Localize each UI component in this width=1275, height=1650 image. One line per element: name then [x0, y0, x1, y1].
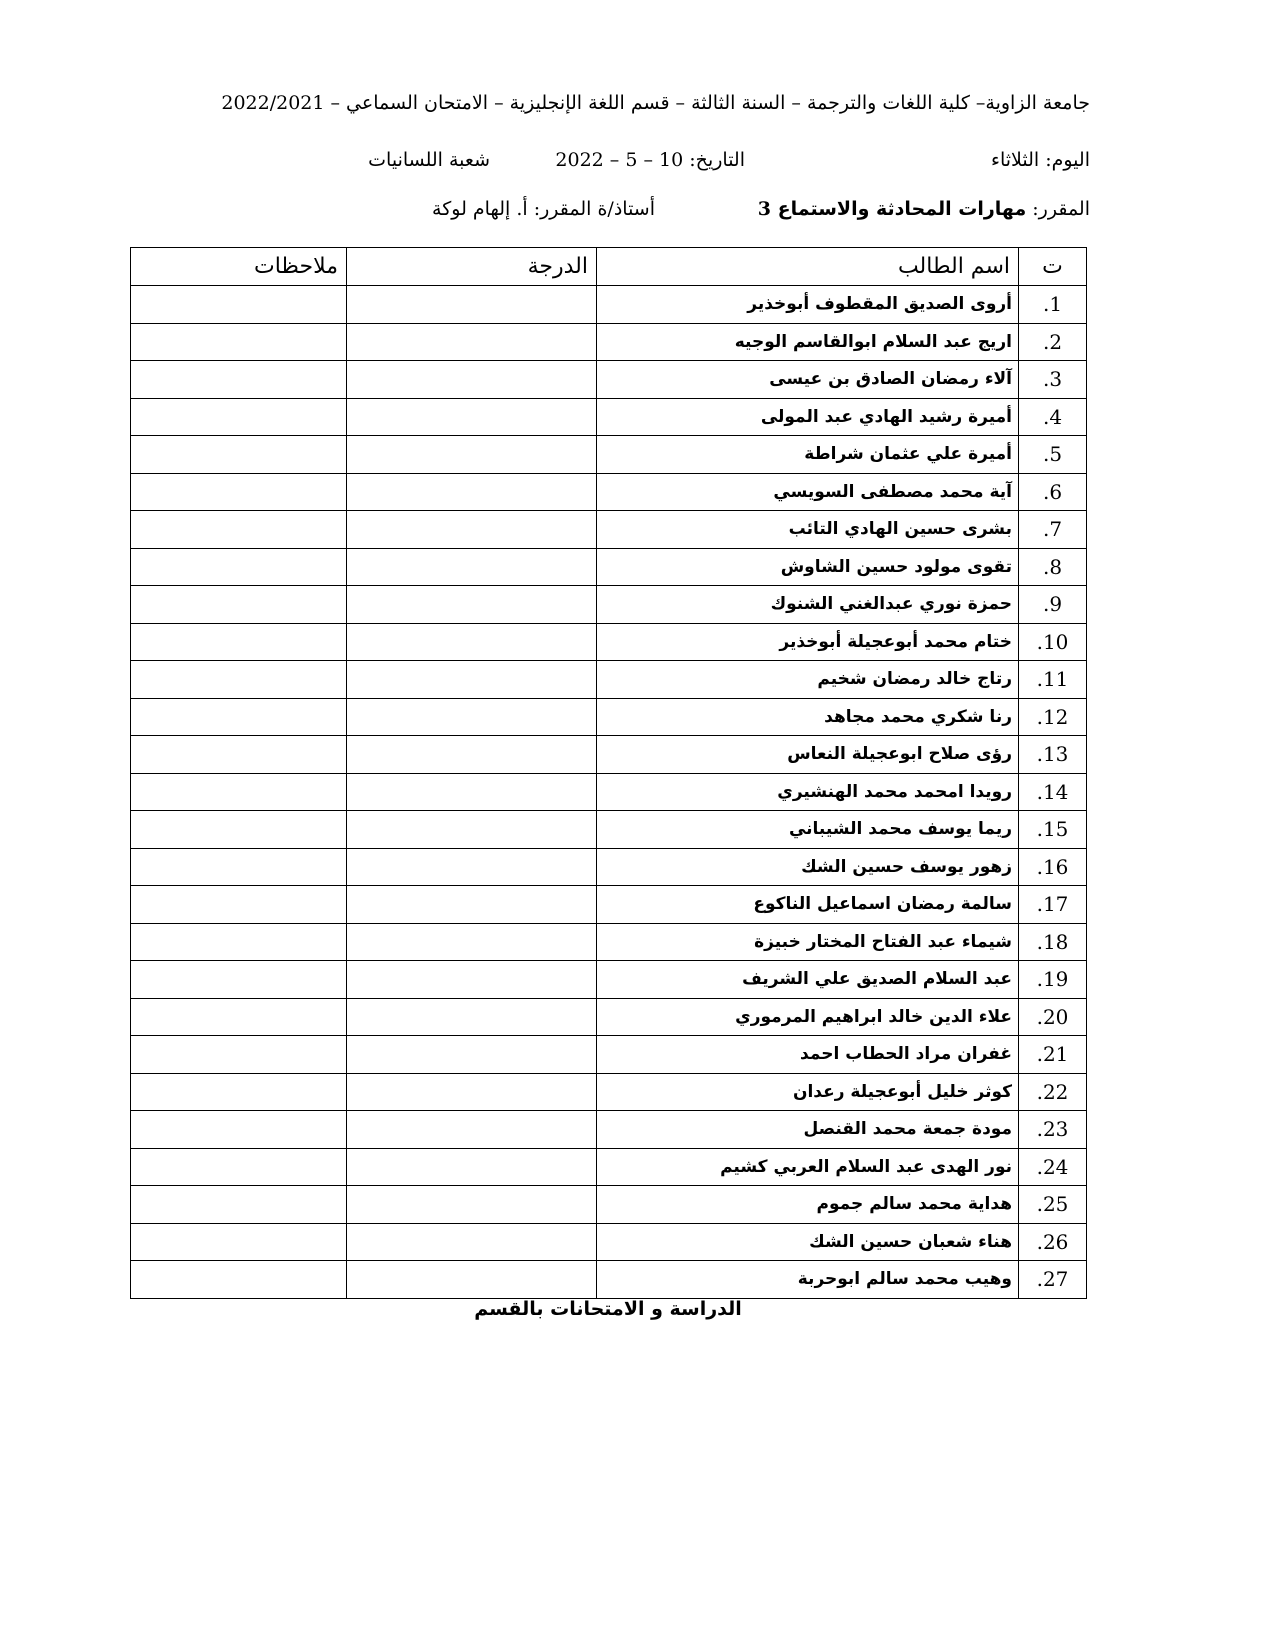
row-index-cell: 2. [1019, 323, 1087, 361]
row-index-cell: 26. [1019, 1223, 1087, 1261]
table-row [131, 1036, 1087, 1074]
notes-cell [131, 511, 347, 549]
row-index-cell: 12. [1019, 698, 1087, 736]
instructor-label: أستاذ/ة المقرر: أ. إلهام لوكة [432, 198, 655, 220]
column-header-notes: ملاحظات [131, 248, 347, 286]
student-name-cell: آية محمد مصطفى السويسي [597, 473, 1019, 511]
student-name-cell: رنا شكري محمد مجاهد [597, 698, 1019, 736]
notes-cell [131, 1073, 347, 1111]
table-row [131, 473, 1087, 511]
grade-cell [347, 473, 597, 511]
student-name-cell: بشرى حسين الهادي التائب [597, 511, 1019, 549]
student-name-cell: هناء شعبان حسين الشك [597, 1223, 1019, 1261]
row-index-cell: 27. [1019, 1261, 1087, 1299]
student-name-cell: أميرة علي عثمان شراطة [597, 436, 1019, 474]
table-row [131, 1073, 1087, 1111]
student-name-cell: أميرة رشيد الهادي عبد المولى [597, 398, 1019, 436]
table-row [131, 698, 1087, 736]
notes-cell [131, 361, 347, 399]
course-prefix: المقرر: [1026, 198, 1090, 220]
row-index-cell: 10. [1019, 623, 1087, 661]
row-index-cell: 21. [1019, 1036, 1087, 1074]
document-title: جامعة الزاوية– كلية اللغات والترجمة – السنة الثالثة – قسم اللغة الإنجليزية – الامتحان السماعي – 2022/2021 [221, 92, 1090, 114]
table-row [131, 361, 1087, 399]
student-name-cell: غفران مراد الحطاب احمد [597, 1036, 1019, 1074]
notes-cell [131, 1148, 347, 1186]
notes-cell [131, 473, 347, 511]
grade-cell [347, 661, 597, 699]
notes-cell [131, 961, 347, 999]
grade-cell [347, 1036, 597, 1074]
grade-cell [347, 1073, 597, 1111]
grade-cell [347, 811, 597, 849]
notes-cell [131, 436, 347, 474]
table-row [131, 1148, 1087, 1186]
notes-cell [131, 661, 347, 699]
table-row [131, 961, 1087, 999]
column-header-student-name: اسم الطالب [597, 248, 1019, 286]
notes-cell [131, 886, 347, 924]
notes-cell [131, 698, 347, 736]
row-index-cell: 15. [1019, 811, 1087, 849]
row-index-cell: 13. [1019, 736, 1087, 774]
student-name-cell: حمزة نوري عبدالغني الشنوك [597, 586, 1019, 624]
grade-cell [347, 1148, 597, 1186]
row-index-cell: 5. [1019, 436, 1087, 474]
grade-cell [347, 361, 597, 399]
grade-cell [347, 698, 597, 736]
row-index-cell: 3. [1019, 361, 1087, 399]
student-name-cell: أروى الصديق المقطوف أبوخذير [597, 286, 1019, 324]
notes-cell [131, 1111, 347, 1149]
student-name-cell: تقوى مولود حسين الشاوش [597, 548, 1019, 586]
grade-cell [347, 736, 597, 774]
table-row [131, 886, 1087, 924]
table-row [131, 1111, 1087, 1149]
table-row [131, 736, 1087, 774]
grade-cell [347, 1261, 597, 1299]
row-index-cell: 6. [1019, 473, 1087, 511]
grade-cell [347, 1111, 597, 1149]
table-row [131, 923, 1087, 961]
course-name: مهارات المحادثة والاستماع 3 [757, 198, 1027, 220]
student-name-cell: ريما يوسف محمد الشيباني [597, 811, 1019, 849]
student-name-cell: مودة جمعة محمد القنصل [597, 1111, 1019, 1149]
table-row [131, 848, 1087, 886]
notes-cell [131, 548, 347, 586]
student-name-cell: شيماء عبد الفتاح المختار خبيزة [597, 923, 1019, 961]
row-index-cell: 19. [1019, 961, 1087, 999]
student-name-cell: زهور يوسف حسين الشك [597, 848, 1019, 886]
date-label: التاريخ: 10 – 5 – 2022 [555, 149, 745, 171]
grade-cell [347, 323, 597, 361]
grade-cell [347, 923, 597, 961]
student-name-cell: علاء الدين خالد ابراهيم المرموري [597, 998, 1019, 1036]
notes-cell [131, 623, 347, 661]
column-header-index: ت [1019, 248, 1087, 286]
student-name-cell: كوثر خليل أبوعجيلة رعدان [597, 1073, 1019, 1111]
notes-cell [131, 736, 347, 774]
notes-cell [131, 323, 347, 361]
grade-cell [347, 773, 597, 811]
notes-cell [131, 1036, 347, 1074]
row-index-cell: 7. [1019, 511, 1087, 549]
student-name-cell: آلاء رمضان الصادق بن عيسى [597, 361, 1019, 399]
grade-cell [347, 436, 597, 474]
row-index-cell: 4. [1019, 398, 1087, 436]
row-index-cell: 17. [1019, 886, 1087, 924]
section-label: شعبة اللسانيات [368, 149, 490, 171]
grade-cell [347, 286, 597, 324]
student-name-cell: نور الهدى عبد السلام العربي كشيم [597, 1148, 1019, 1186]
student-name-cell: هداية محمد سالم جموم [597, 1186, 1019, 1224]
table-row [131, 623, 1087, 661]
row-index-cell: 1. [1019, 286, 1087, 324]
grade-cell [347, 1186, 597, 1224]
table-row [131, 323, 1087, 361]
table-row [131, 586, 1087, 624]
grade-cell [347, 398, 597, 436]
row-index-cell: 8. [1019, 548, 1087, 586]
row-index-cell: 25. [1019, 1186, 1087, 1224]
notes-cell [131, 998, 347, 1036]
notes-cell [131, 773, 347, 811]
footer-note: الدراسة و الامتحانات بالقسم [474, 1298, 742, 1320]
table-row [131, 511, 1087, 549]
student-name-cell: سالمة رمضان اسماعيل الناكوع [597, 886, 1019, 924]
table-row [131, 436, 1087, 474]
table-row [131, 1186, 1087, 1224]
notes-cell [131, 811, 347, 849]
row-index-cell: 23. [1019, 1111, 1087, 1149]
table-row [131, 548, 1087, 586]
grade-cell [347, 998, 597, 1036]
table-row [131, 773, 1087, 811]
notes-cell [131, 586, 347, 624]
day-label: اليوم: الثلاثاء [991, 149, 1090, 171]
row-index-cell: 18. [1019, 923, 1087, 961]
course-label [758, 198, 1090, 220]
row-index-cell: 14. [1019, 773, 1087, 811]
row-index-cell: 20. [1019, 998, 1087, 1036]
student-name-cell: عبد السلام الصديق علي الشريف [597, 961, 1019, 999]
notes-cell [131, 923, 347, 961]
table-row [131, 286, 1087, 324]
student-name-cell: رويدا امحمد محمد الهنشيري [597, 773, 1019, 811]
notes-cell [131, 848, 347, 886]
table-row [131, 1261, 1087, 1299]
notes-cell [131, 1223, 347, 1261]
student-name-cell: وهيب محمد سالم ابوحربة [597, 1261, 1019, 1299]
grade-cell [347, 623, 597, 661]
grade-cell [347, 511, 597, 549]
students-table-body [131, 286, 1087, 1299]
grade-cell [347, 548, 597, 586]
row-index-cell: 9. [1019, 586, 1087, 624]
grade-cell [347, 961, 597, 999]
student-name-cell: رتاج خالد رمضان شخيم [597, 661, 1019, 699]
table-row [131, 398, 1087, 436]
grade-cell [347, 586, 597, 624]
row-index-cell: 11. [1019, 661, 1087, 699]
table-row [131, 811, 1087, 849]
students-table [130, 247, 1087, 1299]
row-index-cell: 24. [1019, 1148, 1087, 1186]
notes-cell [131, 1261, 347, 1299]
notes-cell [131, 286, 347, 324]
column-header-grade: الدرجة [347, 248, 597, 286]
table-row [131, 1223, 1087, 1261]
row-index-cell: 22. [1019, 1073, 1087, 1111]
student-name-cell: اريج عبد السلام ابوالقاسم الوجيه [597, 323, 1019, 361]
grade-cell [347, 1223, 597, 1261]
table-row [131, 998, 1087, 1036]
table-row [131, 661, 1087, 699]
student-name-cell: رؤى صلاح ابوعجيلة النعاس [597, 736, 1019, 774]
student-name-cell: ختام محمد أبوعجيلة أبوخذير [597, 623, 1019, 661]
grade-cell [347, 886, 597, 924]
notes-cell [131, 398, 347, 436]
grade-cell [347, 848, 597, 886]
table-header-row [131, 248, 1087, 286]
row-index-cell: 16. [1019, 848, 1087, 886]
notes-cell [131, 1186, 347, 1224]
